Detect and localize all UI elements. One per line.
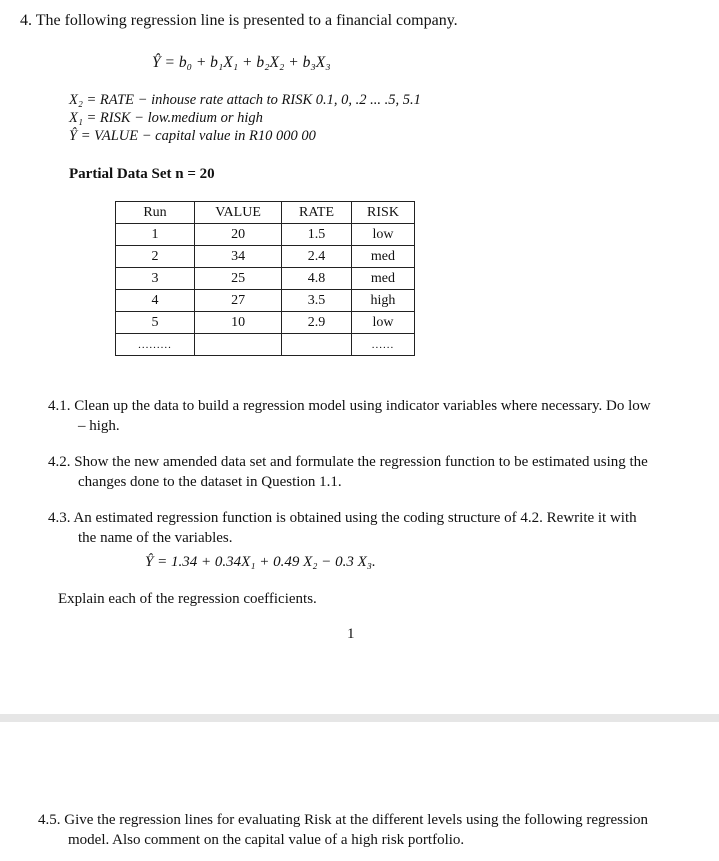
page-number: 1 xyxy=(347,626,355,642)
estimated-equation: Ŷ = 1.34 + 0.34X₁ + 0.49 X₂ − 0.3 X₃. xyxy=(145,554,376,570)
question-4-5-line2: model. Also comment on the capital value of a high risk portfolio. xyxy=(68,832,465,848)
cell-risk: high xyxy=(351,290,414,312)
cell-empty xyxy=(282,334,352,356)
cell-risk: med xyxy=(351,268,414,290)
header-risk: RISK xyxy=(351,202,414,224)
cell-risk: low xyxy=(351,312,414,334)
table-row xyxy=(116,290,415,312)
cell-risk: low xyxy=(351,224,414,246)
cell-rate: 3.5 xyxy=(282,290,352,312)
explain-instruction: Explain each of the regression coefficients. xyxy=(58,591,317,607)
data-table xyxy=(115,201,415,356)
definition-y: Ŷ = VALUE − capital value in R10 000 00 xyxy=(69,128,316,144)
question-4-1-line2: – high. xyxy=(78,418,120,434)
ellipsis-left: ......... xyxy=(116,334,195,356)
regression-equation: Ŷ = b₀ + b₁X₁ + b₂X₂ + b₃X₃ xyxy=(152,54,331,71)
cell-run: 1 xyxy=(116,224,195,246)
table-header-row xyxy=(116,202,415,224)
cell-rate: 1.5 xyxy=(282,224,352,246)
cell-run: 2 xyxy=(116,246,195,268)
table-row xyxy=(116,312,415,334)
page-separator xyxy=(0,714,719,722)
cell-value: 25 xyxy=(195,268,282,290)
cell-run: 4 xyxy=(116,290,195,312)
cell-value: 27 xyxy=(195,290,282,312)
question-heading: 4. The following regression line is presented to a financial company. xyxy=(20,12,458,29)
question-4-3 xyxy=(48,508,698,548)
cell-value: 20 xyxy=(195,224,282,246)
cell-value: 10 xyxy=(195,312,282,334)
definition-x1: X₁ = RISK − low.medium or high xyxy=(69,110,263,126)
definition-x2: X₂ = RATE − inhouse rate attach to RISK 0.1, 0, .2 ... .5, 5.1 xyxy=(69,92,421,108)
cell-rate: 2.4 xyxy=(282,246,352,268)
question-4-5-line1: 4.5. Give the regression lines for evaluating Risk at the different levels using the following regression xyxy=(38,812,648,828)
cell-rate: 4.8 xyxy=(282,268,352,290)
question-4-2-line2: changes done to the dataset in Question 1.1. xyxy=(78,474,342,490)
cell-risk: med xyxy=(351,246,414,268)
header-value: VALUE xyxy=(195,202,282,224)
cell-empty xyxy=(195,334,282,356)
partial-data-label: Partial Data Set n = 20 xyxy=(69,166,215,182)
cell-run: 3 xyxy=(116,268,195,290)
question-4-3-line1: 4.3. An estimated regression function is obtained using the coding structure of 4.2. Rewrite it with xyxy=(48,510,637,526)
cell-value: 34 xyxy=(195,246,282,268)
question-4-1 xyxy=(48,396,698,436)
header-run: Run xyxy=(116,202,195,224)
table-row xyxy=(116,246,415,268)
table-row xyxy=(116,224,415,246)
cell-run: 5 xyxy=(116,312,195,334)
ellipsis-right: ...... xyxy=(351,334,414,356)
question-4-5 xyxy=(38,810,698,850)
question-4-3-line2: the name of the variables. xyxy=(78,530,233,546)
header-rate: RATE xyxy=(282,202,352,224)
question-4-1-line1: 4.1. Clean up the data to build a regression model using indicator variables where necessary. Do low xyxy=(48,398,651,414)
question-4-2-line1: 4.2. Show the new amended data set and formulate the regression function to be estimated using the xyxy=(48,454,648,470)
question-4-2 xyxy=(48,452,698,492)
table-row-ellipsis xyxy=(116,334,415,356)
cell-rate: 2.9 xyxy=(282,312,352,334)
table-row xyxy=(116,268,415,290)
